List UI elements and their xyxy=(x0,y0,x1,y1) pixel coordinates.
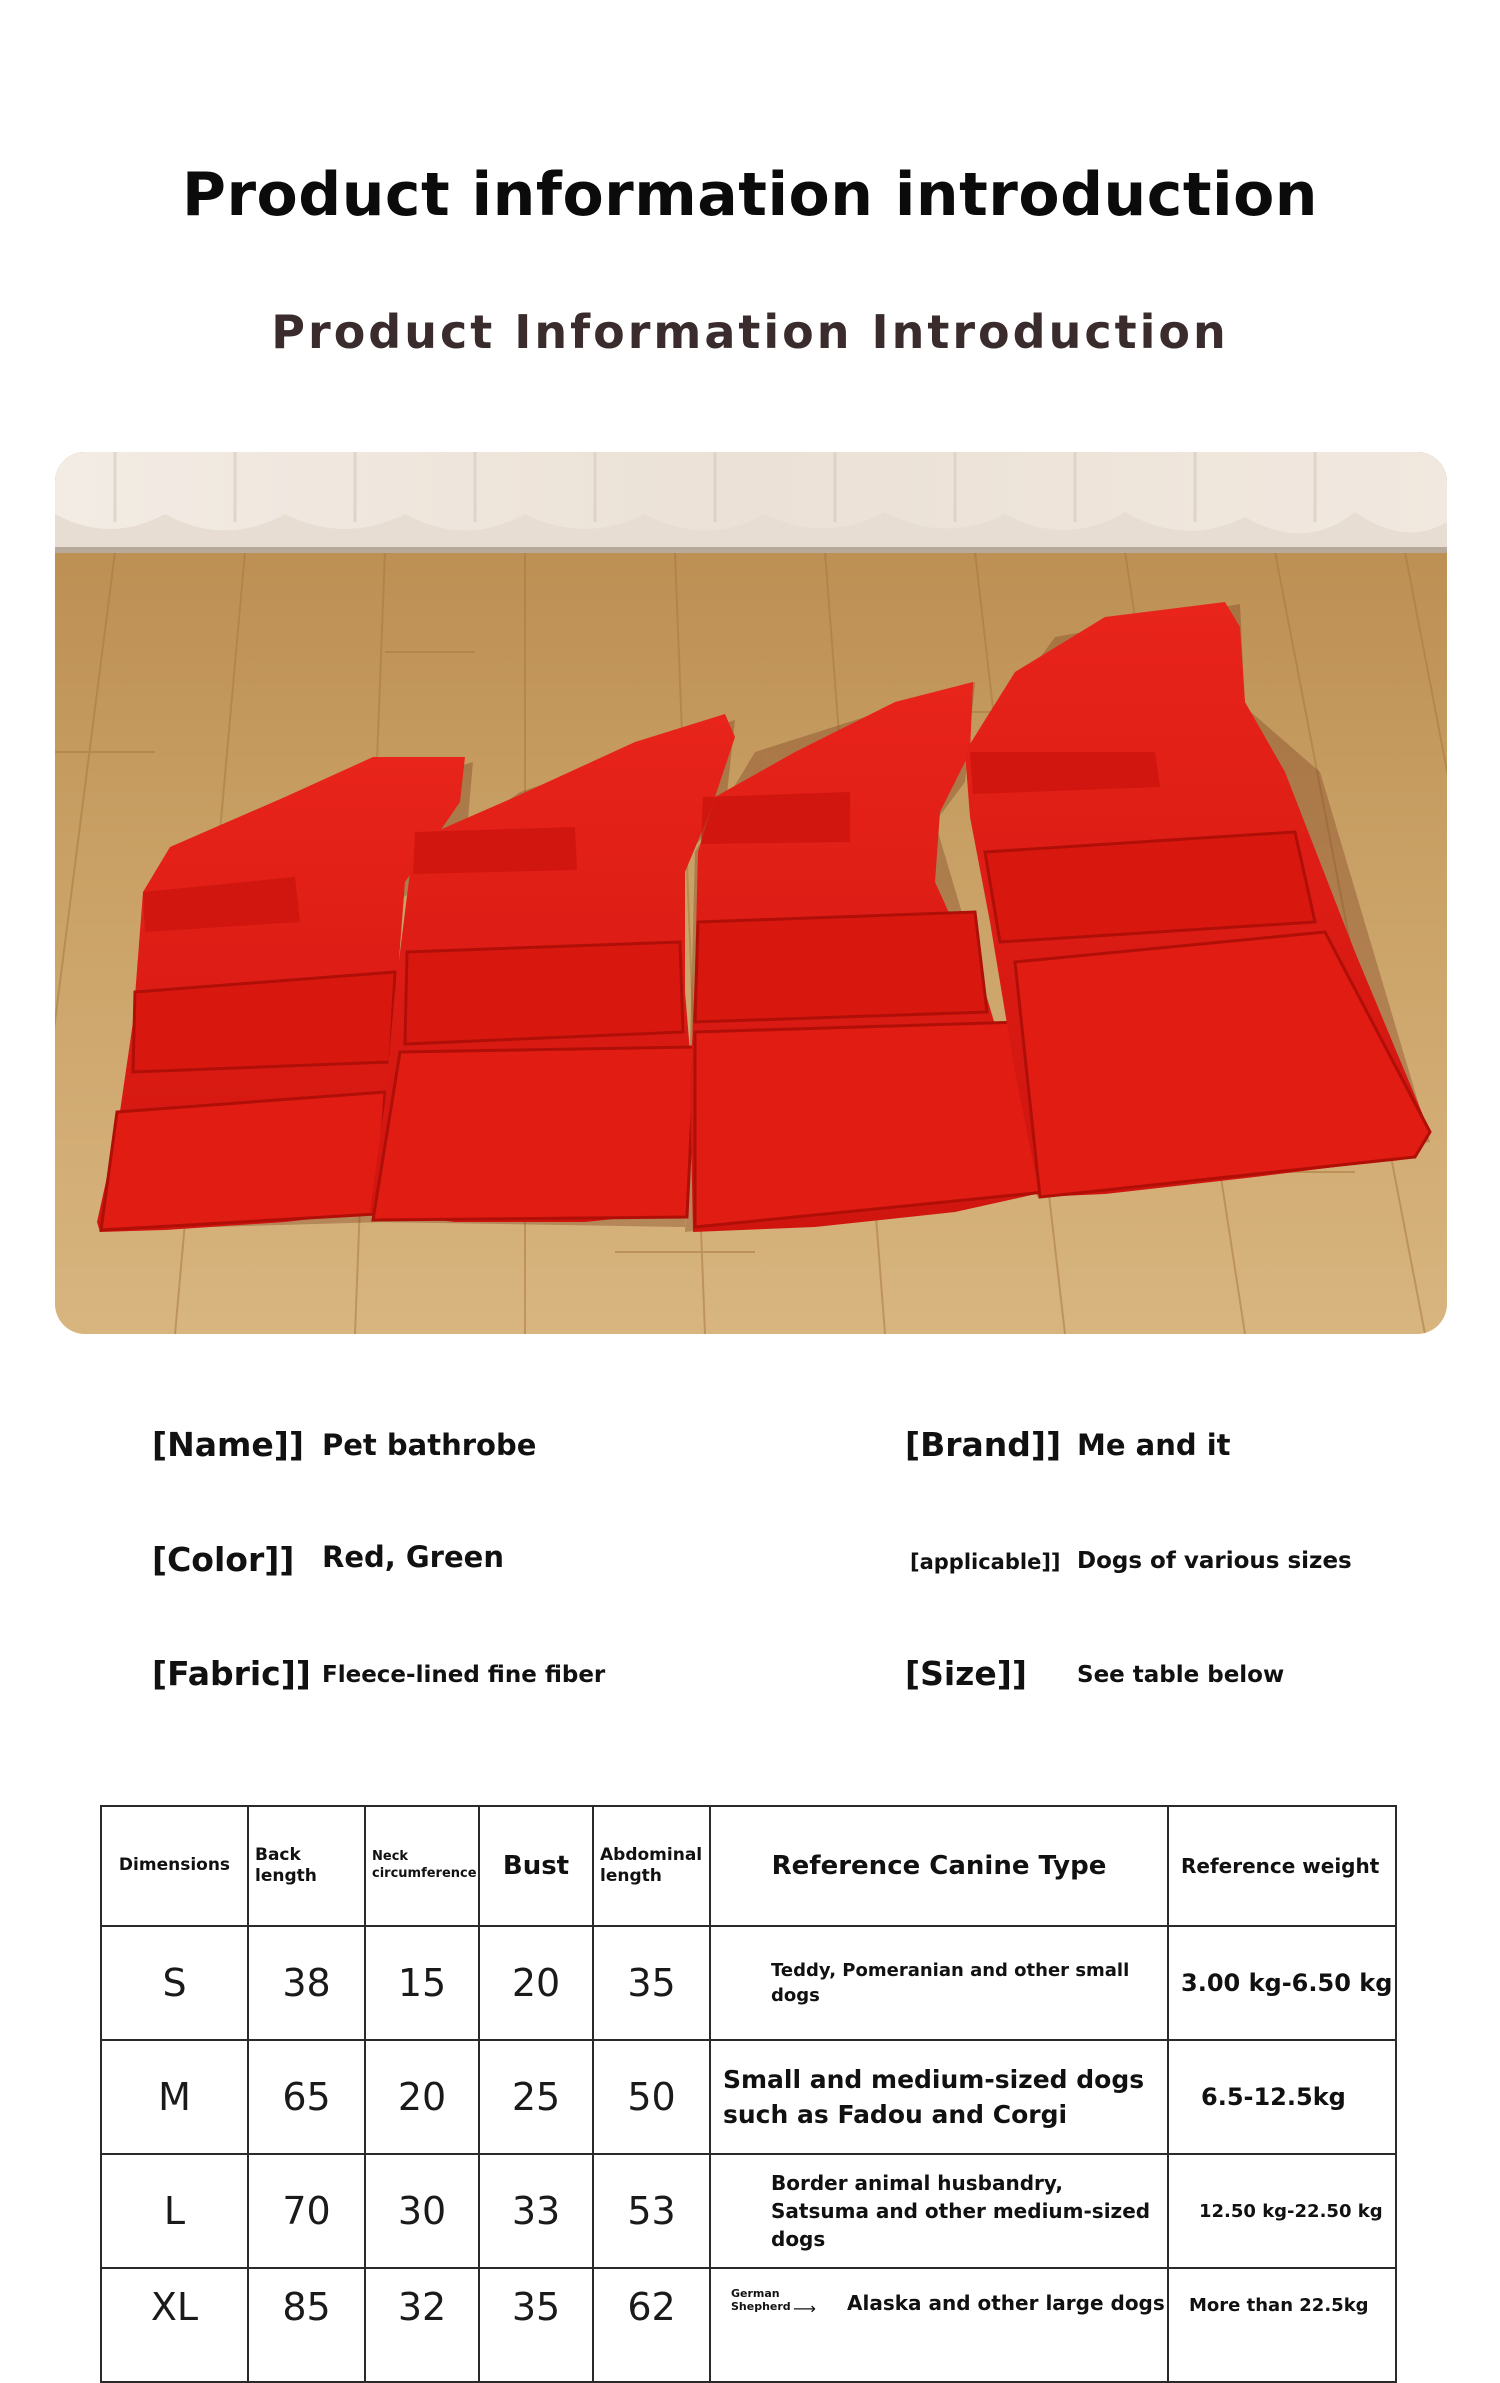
weight-cell: 6.5-12.5kg xyxy=(1168,2040,1396,2154)
size-key: [Size]] xyxy=(905,1654,1027,1693)
abdominal-cell: 35 xyxy=(593,1926,710,2040)
table-row xyxy=(101,1926,1396,2040)
table-row xyxy=(101,2268,1396,2382)
abdominal-cell: 62 xyxy=(593,2268,710,2382)
canine-type-cell: Border animal husbandry, Satsuma and other medium-sized dogs xyxy=(710,2154,1168,2268)
header-weight: Reference weight xyxy=(1168,1806,1396,1926)
weight-cell: 3.00 kg-6.50 kg xyxy=(1168,1926,1396,2040)
bust-cell: 20 xyxy=(479,1926,593,2040)
product-photo xyxy=(55,452,1447,1334)
bust-cell: 35 xyxy=(479,2268,593,2382)
name-value: Pet bathrobe xyxy=(322,1428,537,1462)
neck-cell: 30 xyxy=(365,2154,479,2268)
neck-cell: 32 xyxy=(365,2268,479,2382)
back-cell: 85 xyxy=(248,2268,365,2382)
table-row xyxy=(101,2154,1396,2268)
header-back-length: Back length xyxy=(248,1806,365,1926)
canine-type-cell: Teddy, Pomeranian and other small dogs xyxy=(710,1926,1168,2040)
applicable-key: [applicable]] xyxy=(910,1550,1061,1574)
size-cell: S xyxy=(101,1926,248,2040)
size-table xyxy=(100,1805,1397,2383)
canine-type-cell: Small and medium-sized dogs such as Fadou and Corgi xyxy=(710,2040,1168,2154)
bust-cell: 25 xyxy=(479,2040,593,2154)
abdominal-cell: 50 xyxy=(593,2040,710,2154)
header-bust: Bust xyxy=(479,1806,593,1926)
back-cell: 65 xyxy=(248,2040,365,2154)
size-cell: L xyxy=(101,2154,248,2268)
table-header-row xyxy=(101,1806,1396,1926)
neck-cell: 15 xyxy=(365,1926,479,2040)
bust-cell: 33 xyxy=(479,2154,593,2268)
size-value: See table below xyxy=(1077,1662,1285,1688)
color-key: [Color]] xyxy=(152,1540,295,1579)
abdominal-cell: 53 xyxy=(593,2154,710,2268)
color-value: Red, Green xyxy=(322,1540,504,1574)
canine-type-cell xyxy=(710,2268,1168,2382)
brand-value: Me and it xyxy=(1077,1428,1231,1462)
header-canine-type: Reference Canine Type xyxy=(710,1806,1168,1926)
header-neck: Neck circumference xyxy=(365,1806,479,1926)
brand-key: [Brand]] xyxy=(905,1425,1062,1464)
back-cell: 70 xyxy=(248,2154,365,2268)
header-abdominal: Abdominal length xyxy=(593,1806,710,1926)
arrow-icon: ⟶ xyxy=(793,2299,816,2318)
fabric-value: Fleece-lined fine fiber xyxy=(322,1662,606,1688)
page-subtitle: Product Information Introduction xyxy=(271,305,1229,359)
weight-cell: More than 22.5kg xyxy=(1168,2268,1396,2382)
neck-cell: 20 xyxy=(365,2040,479,2154)
back-cell: 38 xyxy=(248,1926,365,2040)
canine-type-text: Alaska and other large dogs xyxy=(847,2291,1165,2315)
size-cell: M xyxy=(101,2040,248,2154)
size-cell: XL xyxy=(101,2268,248,2382)
name-key: [Name]] xyxy=(152,1425,304,1464)
table-row xyxy=(101,2040,1396,2154)
weight-cell: 12.50 kg-22.50 kg xyxy=(1168,2154,1396,2268)
fabric-key: [Fabric]] xyxy=(152,1654,311,1693)
page-title: Product information introduction xyxy=(181,160,1319,230)
canine-type-note: German Shepherd xyxy=(731,2287,791,2314)
applicable-value: Dogs of various sizes xyxy=(1077,1548,1352,1574)
header-dimensions: Dimensions xyxy=(101,1806,248,1926)
